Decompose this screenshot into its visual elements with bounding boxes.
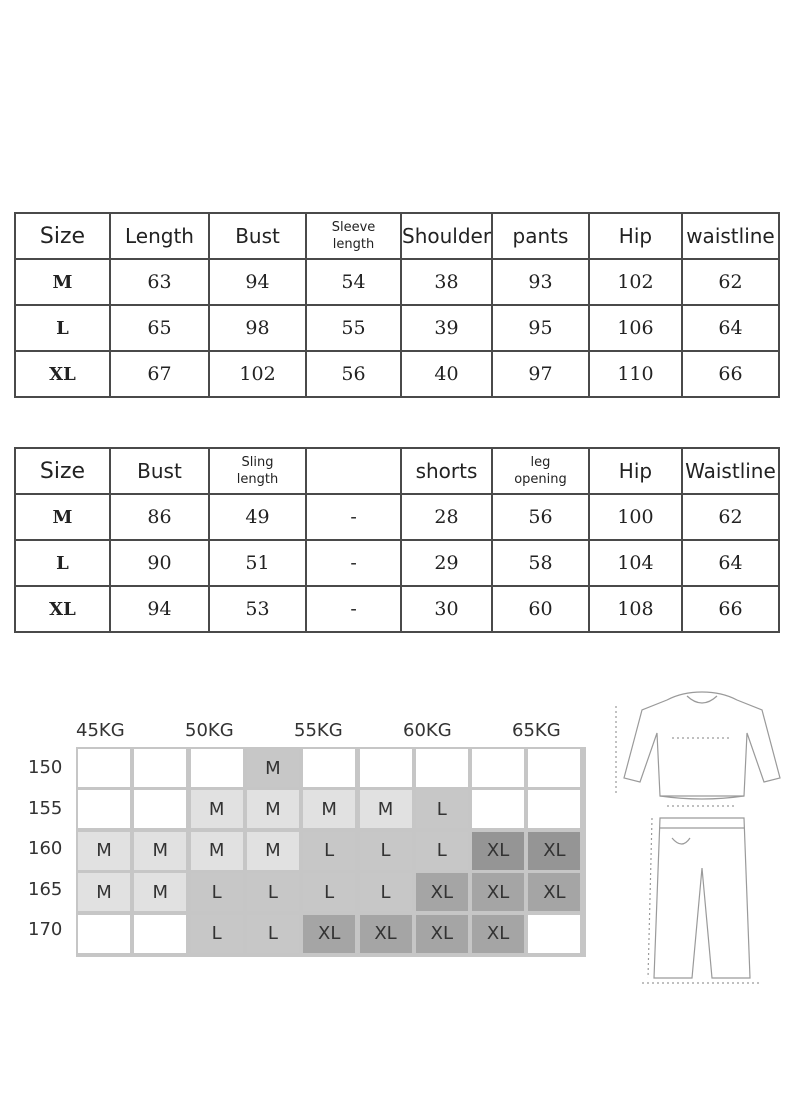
measurement-cell: 66 [682,586,779,632]
size-grid-cell [134,915,186,953]
size-grid-cell: L [191,915,243,953]
height-label: 155 [28,797,63,819]
size-grid-cell [528,749,580,787]
size-grid-cell: M [191,832,243,870]
size-grid-cell: M [134,832,186,870]
table-row [15,494,779,540]
size-grid-cell: L [247,915,299,953]
pajama-set-outline-icon [612,688,792,988]
column-header [306,448,401,494]
column-header: Size [15,448,110,494]
header-row [15,213,779,259]
size-grid-cell [472,749,524,787]
size-grid-cell: XL [528,832,580,870]
size-grid-cell: L [191,873,243,911]
size-grid-cell [134,790,186,828]
weight-label: 45KG [76,720,125,741]
weight-label: 60KG [403,720,452,741]
measurement-cell: 66 [682,351,779,397]
column-header: Shoulder [401,213,492,259]
measurement-cell: 64 [682,305,779,351]
measurement-cell: 90 [110,540,209,586]
measurement-cell: 102 [589,259,682,305]
weight-label: 65KG [512,720,561,741]
measurement-cell: - [306,494,401,540]
measurement-cell: 108 [589,586,682,632]
measurement-cell: 93 [492,259,589,305]
column-header: shorts [401,448,492,494]
size-grid-cell: L [416,832,468,870]
size-grid-cell: XL [360,915,412,953]
measurement-cell: 110 [589,351,682,397]
measurement-cell: 28 [401,494,492,540]
size-grid-cell [191,749,243,787]
size-grid-cell: L [303,873,355,911]
measurement-cell: 60 [492,586,589,632]
size-grid-cell [134,749,186,787]
size-grid-cell: XL [528,873,580,911]
size-grid-cell: XL [472,832,524,870]
measurement-cell: - [306,540,401,586]
measurement-cell: 104 [589,540,682,586]
column-header: waistline [682,213,779,259]
size-grid-cell: XL [472,915,524,953]
size-grid-cell: M [360,790,412,828]
size-grid-cell [78,749,130,787]
measurement-cell: 106 [589,305,682,351]
size-grid-cell [360,749,412,787]
measurement-cell: 53 [209,586,306,632]
column-header: Hip [589,213,682,259]
measurement-cell: 64 [682,540,779,586]
column-header: Size [15,213,110,259]
measurement-cell: 29 [401,540,492,586]
measurement-cell: 38 [401,259,492,305]
size-grid-cell [78,790,130,828]
measurement-cell: 51 [209,540,306,586]
size-grid-cell: L [360,873,412,911]
size-grid-cell: M [303,790,355,828]
height-label: 150 [28,757,63,778]
size-grid-cell: XL [416,915,468,953]
size-grid-cell: M [78,873,130,911]
size-grid-cell [528,790,580,828]
table-row [15,586,779,632]
column-header: Hip [589,448,682,494]
size-grid [76,747,586,957]
size-grid-cell: M [134,873,186,911]
size-grid-cell: M [247,790,299,828]
size-cell: XL [15,586,110,632]
measurement-cell: 62 [682,494,779,540]
measurement-cell: 30 [401,586,492,632]
size-cell: L [15,305,110,351]
column-header: Waistline [682,448,779,494]
size-grid-cell: L [360,832,412,870]
size-grid-cell: XL [472,873,524,911]
size-grid-cell: M [191,790,243,828]
measurement-cell: 100 [589,494,682,540]
measurement-cell: 58 [492,540,589,586]
size-grid-cell: M [78,832,130,870]
column-header: Bust [209,213,306,259]
measurement-cell: 95 [492,305,589,351]
measurement-cell: 39 [401,305,492,351]
size-cell: M [15,259,110,305]
table-row [15,351,779,397]
measurement-cell: 63 [110,259,209,305]
size-grid-cell: L [303,832,355,870]
measurement-cell: 86 [110,494,209,540]
top-pants-size-table [14,212,780,398]
measurement-cell: 62 [682,259,779,305]
column-header: Sleeve length [306,213,401,259]
measurement-cell: 49 [209,494,306,540]
size-grid-cell: XL [303,915,355,953]
size-grid-cell [78,915,130,953]
measurement-cell: 94 [209,259,306,305]
measurement-cell: 102 [209,351,306,397]
column-header: leg opening [492,448,589,494]
measurement-cell: 98 [209,305,306,351]
column-header: Bust [110,448,209,494]
measurement-cell: 40 [401,351,492,397]
header-row [15,448,779,494]
weight-label: 50KG [185,720,234,741]
size-grid-cell [303,749,355,787]
height-label: 170 [28,919,63,940]
sling-shorts-size-table [14,447,780,633]
column-header: Sling length [209,448,306,494]
measurement-cell: 97 [492,351,589,397]
measurement-cell: 56 [492,494,589,540]
table-row [15,305,779,351]
size-grid-cell: XL [416,873,468,911]
measurement-cell: 94 [110,586,209,632]
size-cell: L [15,540,110,586]
measurement-cell: 65 [110,305,209,351]
size-grid-cell: L [416,790,468,828]
height-weight-size-chart [20,712,600,962]
table-row [15,540,779,586]
weight-label: 55KG [294,720,343,741]
measurement-cell: 56 [306,351,401,397]
measurement-cell: - [306,586,401,632]
column-header: Length [110,213,209,259]
height-label: 160 [28,838,63,859]
size-grid-cell: M [247,832,299,870]
size-cell: XL [15,351,110,397]
measurement-cell: 67 [110,351,209,397]
measurement-cell: 54 [306,259,401,305]
table-row [15,259,779,305]
size-grid-cell [416,749,468,787]
size-grid-cell [472,790,524,828]
size-cell: M [15,494,110,540]
size-grid-cell: M [247,749,299,787]
measurement-cell: 55 [306,305,401,351]
size-grid-cell: L [247,873,299,911]
height-label: 165 [28,878,63,900]
size-grid-cell [528,915,580,953]
column-header: pants [492,213,589,259]
